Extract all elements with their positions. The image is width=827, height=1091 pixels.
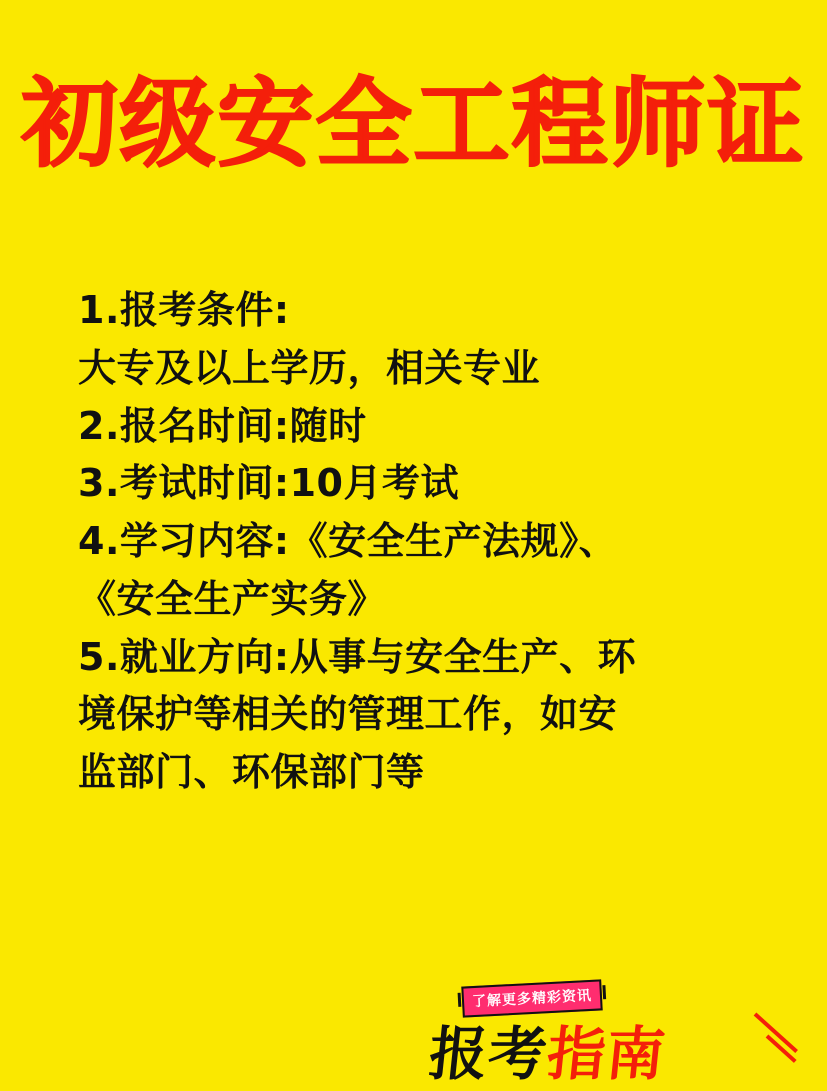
poster-body	[78, 282, 758, 802]
corner-slash-icon	[753, 1008, 811, 1066]
footer-title-part2: 指南	[543, 1020, 670, 1088]
footer-badge	[425, 975, 827, 1088]
body-line-2: 大专及以上学历，相关专业	[78, 345, 541, 390]
page-title: 初级安全工程师证	[21, 68, 806, 180]
footer-title-part1: 报考	[425, 1020, 552, 1088]
body-line-5: 4.学习内容:《安全生产法规》、	[78, 519, 618, 563]
body-line-1: 1.报考条件:	[78, 288, 290, 332]
body-line-4: 3.考试时间:10月考试	[78, 461, 459, 506]
body-line-9: 监部门、环保部门等	[78, 750, 425, 794]
body-line-7: 5.就业方向:从事与安全生产、环	[78, 634, 637, 679]
footer-title	[426, 1007, 671, 1091]
body-line-3: 2.报名时间:随时	[78, 403, 367, 448]
footer-tag-label: 了解更多精彩资讯	[461, 979, 602, 1017]
body-line-6: 《安全生产实务》	[78, 576, 387, 621]
body-line-8: 境保护等相关的管理工作，如安	[78, 692, 618, 737]
